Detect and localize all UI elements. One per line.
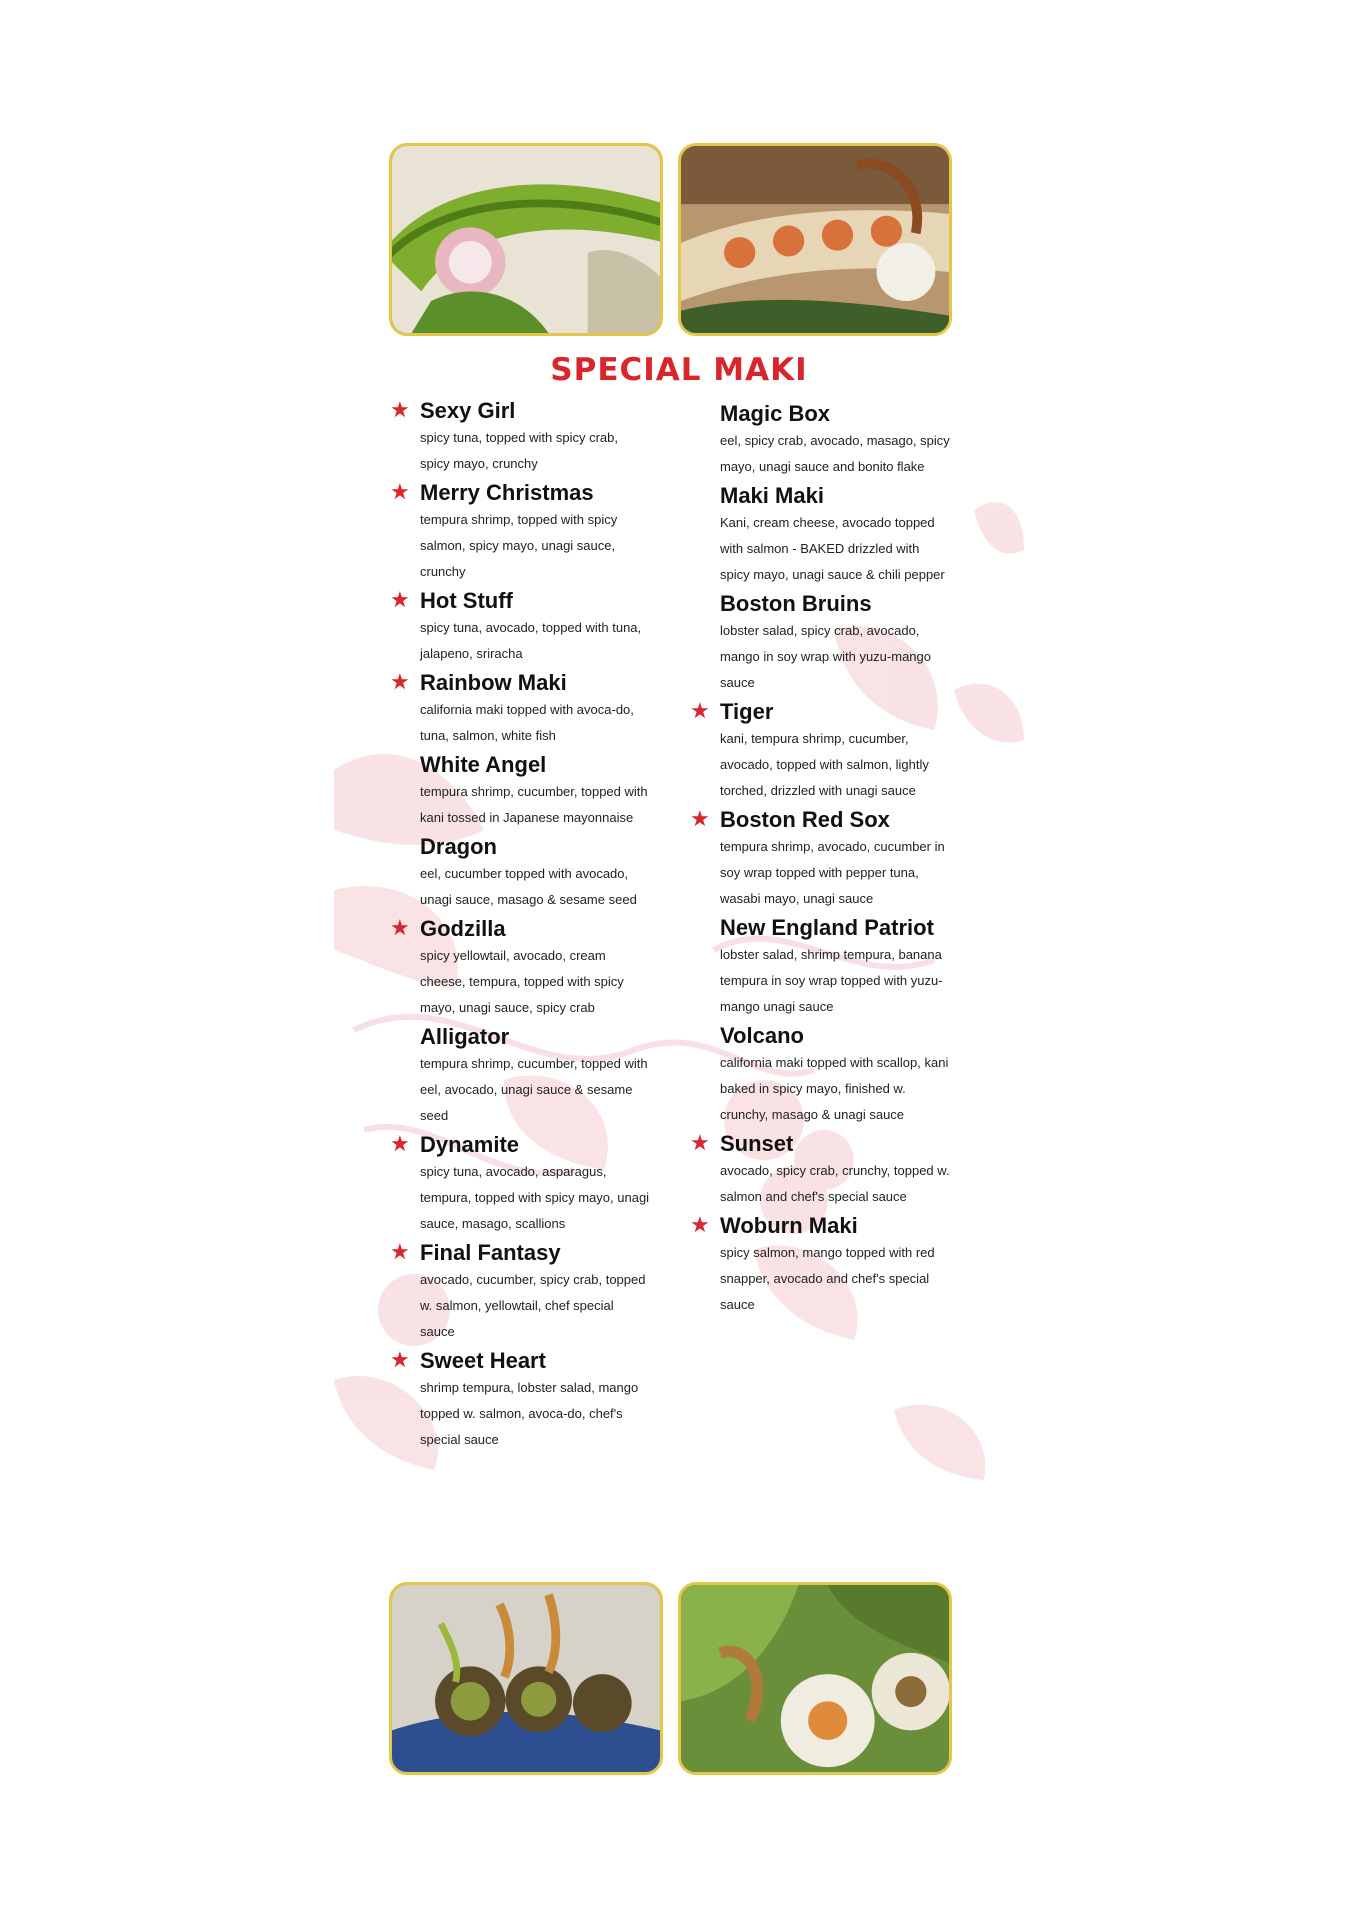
menu-item-description: shrimp tempura, lobster salad, mango topped w. salmon, avoca-do, chef's special sauce	[420, 1380, 639, 1447]
menu-item-name: Final Fantasy	[420, 1240, 561, 1265]
menu-item-description: tempura shrimp, cucumber, topped with eel, avocado, unagi sauce & sesame seed	[420, 1056, 648, 1123]
menu-item-magic-box	[720, 400, 950, 480]
menu-item-description: eel, cucumber topped with avocado, unagi sauce, masago & sesame seed	[420, 866, 637, 907]
left-column	[390, 397, 650, 1455]
menu-item-description: eel, spicy crab, avocado, masago, spicy mayo, unagi sauce and bonito flake	[720, 433, 950, 474]
menu-item-description: california maki topped with scallop, kani baked in spicy mayo, finished w. crunchy, masago & unagi sauce	[720, 1055, 949, 1122]
menu-item-name: Hot Stuff	[420, 588, 513, 613]
menu-item-woburn-maki	[690, 1212, 950, 1318]
menu-item-description: avocado, spicy crab, crunchy, topped w. salmon and chef's special sauce	[720, 1163, 950, 1204]
photo-soft-shell-roll	[389, 1582, 663, 1775]
menu-item-merry-christmas	[390, 479, 650, 585]
star-icon: ★	[390, 479, 410, 504]
photo-dragon-roll	[389, 143, 663, 336]
menu-item-name: Dragon	[420, 834, 497, 859]
star-icon: ★	[690, 1130, 710, 1155]
menu-item-white-angel	[420, 751, 650, 831]
menu-item-tiger	[690, 698, 950, 804]
menu-item-description: tempura shrimp, avocado, cucumber in soy wrap topped with pepper tuna, wasabi mayo, unagi sauce	[720, 839, 945, 906]
menu-item-name: Sunset	[720, 1131, 794, 1156]
menu-item-description: california maki topped with avoca-do, tuna, salmon, white fish	[420, 702, 634, 743]
menu-item-volcano	[720, 1022, 950, 1128]
menu-item-description: spicy tuna, avocado, asparagus, tempura, topped with spicy mayo, unagi sauce, masago, scallions	[420, 1164, 650, 1231]
star-icon: ★	[390, 915, 410, 940]
star-icon: ★	[390, 1131, 410, 1156]
menu-item-name: Sweet Heart	[420, 1348, 546, 1373]
right-column	[690, 400, 950, 1320]
menu-item-description: tempura shrimp, topped with spicy salmon, spicy mayo, unagi sauce, crunchy	[420, 512, 618, 579]
menu-item-sunset	[690, 1130, 950, 1210]
menu-item-name: White Angel	[420, 752, 547, 777]
menu-item-name: Maki Maki	[720, 483, 824, 508]
menu-item-boston-bruins	[720, 590, 950, 696]
menu-item-new-england-patriot	[720, 914, 950, 1020]
menu-item-description: avocado, cucumber, spicy crab, topped w. salmon, yellowtail, chef special sauce	[420, 1272, 646, 1339]
menu-item-description: lobster salad, spicy crab, avocado, mango in soy wrap with yuzu-mango sauce	[720, 623, 931, 690]
menu-item-final-fantasy	[390, 1239, 650, 1345]
star-icon: ★	[390, 397, 410, 422]
menu-item-description: spicy salmon, mango topped with red snapper, avocado and chef's special sauce	[720, 1245, 935, 1312]
menu-item-name: Rainbow Maki	[420, 670, 567, 695]
menu-item-name: Boston Bruins	[720, 591, 872, 616]
menu-item-hot-stuff	[390, 587, 650, 667]
photo-soy-wrap-roll	[678, 1582, 952, 1775]
menu-item-description: Kani, cream cheese, avocado topped with salmon - BAKED drizzled with spicy mayo, unagi sauce & chili pepper	[720, 515, 945, 582]
menu-item-sexy-girl	[390, 397, 650, 477]
menu-item-name: Godzilla	[420, 916, 506, 941]
menu-item-name: New England Patriot	[720, 915, 934, 940]
menu-item-description: spicy tuna, topped with spicy crab, spicy mayo, crunchy	[420, 430, 618, 471]
menu-item-name: Sexy Girl	[420, 398, 516, 423]
menu-item-dynamite	[390, 1131, 650, 1237]
menu-item-sweet-heart	[390, 1347, 650, 1453]
menu-item-description: spicy yellowtail, avocado, cream cheese, tempura, topped with spicy mayo, unagi sauce, spicy crab	[420, 948, 624, 1015]
menu-item-description: kani, tempura shrimp, cucumber, avocado, topped with salmon, lightly torched, drizzled with unagi sauce	[720, 731, 929, 798]
menu-item-maki-maki	[720, 482, 950, 588]
menu-item-name: Magic Box	[720, 401, 831, 426]
menu-item-description: spicy tuna, avocado, topped with tuna, jalapeno, sriracha	[420, 620, 642, 661]
menu-item-name: Tiger	[720, 699, 774, 724]
star-icon: ★	[390, 669, 410, 694]
menu-item-name: Woburn Maki	[720, 1213, 858, 1238]
star-icon: ★	[690, 698, 710, 723]
star-icon: ★	[690, 806, 710, 831]
menu-item-dragon	[420, 833, 650, 913]
menu-panel	[334, 130, 1024, 1790]
menu-item-description: lobster salad, shrimp tempura, banana tempura in soy wrap topped with yuzu-mango unagi sauce	[720, 947, 943, 1014]
menu-item-description: tempura shrimp, cucumber, topped with kani tossed in Japanese mayonnaise	[420, 784, 648, 825]
menu-item-boston-red-sox	[690, 806, 950, 912]
page-title: SPECIAL MAKI	[550, 352, 808, 388]
menu-item-name: Volcano	[720, 1023, 804, 1048]
menu-item-godzilla	[390, 915, 650, 1021]
star-icon: ★	[390, 1239, 410, 1264]
menu-item-name: Merry Christmas	[420, 480, 594, 505]
menu-item-name: Dynamite	[420, 1132, 520, 1157]
star-icon: ★	[690, 1212, 710, 1237]
photo-tempura-roll	[678, 143, 952, 336]
menu-item-name: Alligator	[420, 1024, 510, 1049]
star-icon: ★	[390, 587, 410, 612]
menu-item-alligator	[420, 1023, 650, 1129]
menu-item-rainbow-maki	[390, 669, 650, 749]
menu-item-name: Boston Red Sox	[720, 807, 890, 832]
star-icon: ★	[390, 1347, 410, 1372]
